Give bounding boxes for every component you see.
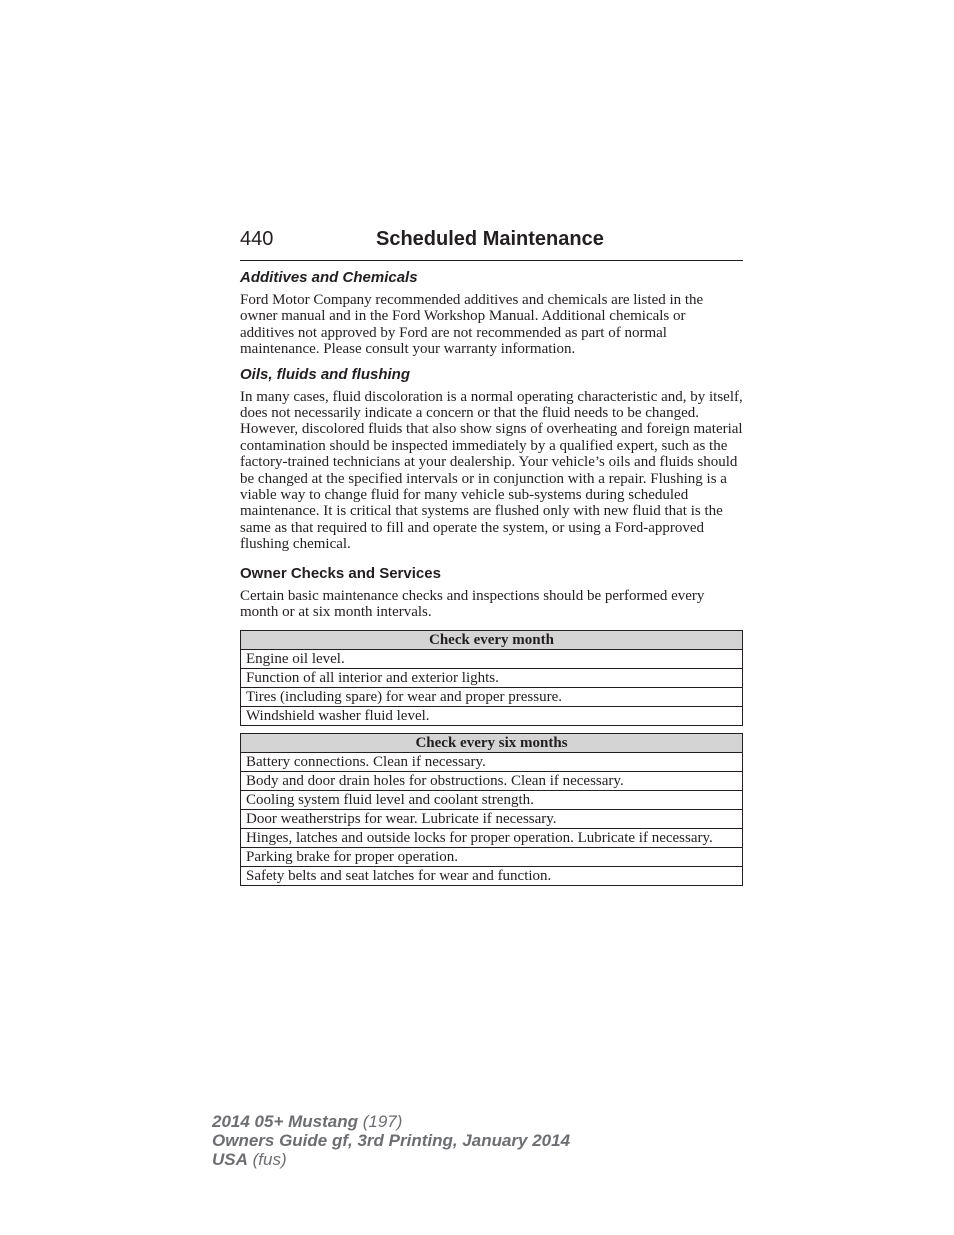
- footer-guide: Owners Guide gf, 3rd Printing, January 2014: [212, 1131, 571, 1150]
- table-row: [241, 771, 743, 790]
- table-row: [241, 866, 743, 885]
- table-cell: Body and door drain holes for obstructions. Clean if necessary.: [241, 771, 743, 790]
- page-title: Scheduled Maintenance: [376, 228, 604, 250]
- table-row: [241, 809, 743, 828]
- section-heading-oils: Oils, fluids and flushing: [240, 365, 411, 383]
- table-row: [241, 668, 743, 687]
- section-text-owner-checks: Certain basic maintenance checks and inspections should be performed every month or at six month intervals.: [240, 587, 705, 621]
- footer-market: USA: [212, 1150, 248, 1169]
- print-footer: [212, 1112, 570, 1169]
- table-cell: Door weatherstrips for wear. Lubricate if necessary.: [241, 809, 743, 828]
- table-row: [241, 790, 743, 809]
- table-cell: Cooling system fluid level and coolant strength.: [241, 790, 743, 809]
- table-header-row: [241, 630, 743, 649]
- page-header: [240, 228, 743, 261]
- table-cell: Hinges, latches and outside locks for proper operation. Lubricate if necessary.: [241, 828, 743, 847]
- table-header: Check every month: [241, 630, 743, 649]
- section-heading-owner-checks: Owner Checks and Services: [240, 564, 441, 582]
- table-cell: Battery connections. Clean if necessary.: [241, 752, 743, 771]
- table-row: [241, 649, 743, 668]
- table-row: [241, 847, 743, 866]
- section-text-oils: In many cases, fluid discoloration is a normal operating characteristic and, by itself, does not necessarily indicate a concern or that the fluid needs to be changed. However, discolored fluids that also show signs of overheating and foreign material contamination should be inspected immediately by a qualified expert, such as the factory-trained technicians at your dealership. Your vehicle’s oils and fluids should be changed at the specified intervals or in conjunction with a repair. Flushing is a viable way to change fluid for many vehicle sub-systems during scheduled maintenance. It is critical that systems are flushed only with new fluid that is the same as that required to fill and operate the system, or using a Ford-approved flushing chemical.: [240, 388, 743, 553]
- table-row: [241, 828, 743, 847]
- page-content: [240, 228, 743, 886]
- table-cell: Safety belts and seat latches for wear and function.: [241, 866, 743, 885]
- table-row: [241, 752, 743, 771]
- footer-model-code: (197): [362, 1112, 403, 1131]
- footer-line-model: [212, 1112, 570, 1131]
- monthly-checks-table: [240, 630, 743, 726]
- table-row: [241, 706, 743, 725]
- footer-model: 2014 05+ Mustang: [212, 1112, 358, 1131]
- table-row: [241, 687, 743, 706]
- six-month-checks-table: [240, 733, 743, 886]
- table-cell: Engine oil level.: [241, 649, 743, 668]
- section-text-additives: Ford Motor Company recommended additives and chemicals are listed in the owner manual and in the Ford Workshop Manual. Additional chemicals or additives not approved by Ford are not recommended as part of normal maintenance. Please consult your warranty information.: [240, 292, 704, 358]
- footer-line-market: [212, 1150, 570, 1169]
- table-header-row: [241, 733, 743, 752]
- table-cell: Parking brake for proper operation.: [241, 847, 743, 866]
- table-cell: Windshield washer fluid level.: [241, 706, 743, 725]
- table-cell: Function of all interior and exterior lights.: [241, 668, 743, 687]
- section-heading-additives: Additives and Chemicals: [240, 269, 418, 286]
- table-header: Check every six months: [241, 733, 743, 752]
- footer-market-code: (fus): [252, 1150, 287, 1169]
- page-number: 440: [240, 228, 274, 250]
- table-cell: Tires (including spare) for wear and proper pressure.: [241, 687, 743, 706]
- footer-line-guide: [212, 1131, 570, 1150]
